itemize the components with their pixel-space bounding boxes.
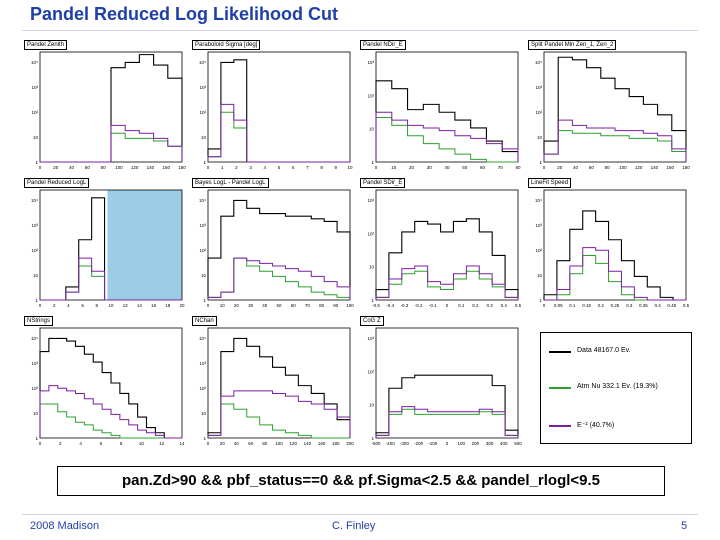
panel-title: Split Pandel Min Zen_1, Zen_2 xyxy=(528,40,616,50)
x-tick-label: 80 xyxy=(319,303,325,308)
y-tick-label: 10³ xyxy=(535,223,542,228)
x-tick-label: 0 xyxy=(206,303,210,308)
x-tick-label: 40 xyxy=(573,165,579,170)
x-tick-label: -400 xyxy=(385,441,395,446)
x-tick-label: 18 xyxy=(165,303,171,308)
footer-divider xyxy=(22,514,698,515)
histogram-plot xyxy=(358,178,523,313)
legend-label-data: Data 48167.0 Ev. xyxy=(577,347,631,354)
y-tick-label: 10³ xyxy=(199,223,206,228)
plot-frame xyxy=(544,190,686,300)
x-tick-label: 60 xyxy=(290,303,296,308)
x-tick-label: 50 xyxy=(462,165,468,170)
y-tick-label: 10² xyxy=(199,386,206,391)
y-tick-label: 10⁴ xyxy=(199,336,206,341)
series-atm-nu-line xyxy=(376,409,518,438)
plot-frame xyxy=(376,190,518,300)
y-tick-label: 1 xyxy=(539,160,542,165)
title-divider xyxy=(22,30,698,31)
x-tick-label: -200 xyxy=(414,441,424,446)
plot-frame xyxy=(376,52,518,162)
x-tick-label: -500 xyxy=(371,441,381,446)
y-tick-label: 1 xyxy=(35,436,38,441)
x-tick-label: 2 xyxy=(235,165,238,170)
x-tick-label: 90 xyxy=(333,303,339,308)
x-tick-label: 4 xyxy=(79,441,82,446)
x-tick-label: 14 xyxy=(179,441,185,446)
y-tick-label: 10 xyxy=(368,126,374,132)
x-tick-label: 20 xyxy=(557,165,563,170)
x-tick-label: 60 xyxy=(248,441,254,446)
x-tick-label: 0 xyxy=(542,165,546,170)
x-tick-label: 6 xyxy=(81,303,84,308)
y-tick-label: 10⁴ xyxy=(31,336,38,341)
x-tick-label: 0.1 xyxy=(458,303,465,308)
x-tick-label: 1 xyxy=(220,165,224,170)
panel-title: LineFit Speed xyxy=(528,178,571,188)
chart-legend xyxy=(540,332,692,444)
x-tick-label: 10 xyxy=(347,165,353,170)
x-tick-label: 10 xyxy=(219,303,225,308)
x-tick-label: 0 xyxy=(38,441,42,446)
histogram-panel xyxy=(22,316,187,451)
x-tick-label: 180 xyxy=(682,165,690,170)
x-tick-label: 0.35 xyxy=(639,303,648,308)
x-tick-label: 30 xyxy=(426,165,432,170)
x-tick-label: 80 xyxy=(515,165,521,170)
y-tick-label: 10² xyxy=(31,248,38,253)
series-atm-nu-line xyxy=(544,131,686,162)
y-tick-label: 10² xyxy=(535,110,542,115)
x-tick-label: 160 xyxy=(666,165,674,170)
x-tick-label: 160 xyxy=(162,165,170,170)
y-tick-label: 1 xyxy=(35,160,38,165)
x-tick-label: 3 xyxy=(249,165,252,170)
x-tick-label: 0 xyxy=(206,165,210,170)
x-tick-label: 40 xyxy=(69,165,75,170)
cut-region xyxy=(107,190,182,300)
x-tick-label: 120 xyxy=(634,165,643,170)
y-tick-label: 10² xyxy=(31,386,38,391)
y-tick-label: 1 xyxy=(203,298,206,303)
y-tick-label: 10 xyxy=(32,135,38,140)
x-tick-label: 0 xyxy=(445,303,449,308)
panel-title: NChan xyxy=(192,316,217,326)
histogram-plot xyxy=(190,316,355,451)
x-tick-label: 8 xyxy=(320,165,323,170)
histogram-plot xyxy=(22,316,187,451)
y-tick-label: 1 xyxy=(371,298,374,303)
x-tick-label: 30 xyxy=(248,303,254,308)
series-data-line xyxy=(376,81,518,162)
y-tick-label: 1 xyxy=(539,298,542,303)
x-tick-label: 500 xyxy=(514,441,522,446)
histogram-panel xyxy=(358,316,523,451)
footer-event: 2008 Madison xyxy=(30,520,100,532)
x-tick-label: 0.5 xyxy=(682,303,690,308)
y-tick-label: 1 xyxy=(371,160,374,165)
histogram-plot xyxy=(358,316,523,451)
series-e2-line xyxy=(40,125,182,162)
y-tick-label: 10⁴ xyxy=(535,198,542,203)
y-tick-label: 10² xyxy=(535,248,542,253)
x-tick-label: 100 xyxy=(346,303,354,308)
y-tick-label: 10 xyxy=(536,273,542,278)
x-tick-label: 200 xyxy=(471,441,480,446)
histogram-plot xyxy=(22,40,187,175)
histogram-plot xyxy=(358,40,523,175)
y-tick-label: 10³ xyxy=(367,336,374,341)
x-tick-label: -0.3 xyxy=(400,303,409,308)
x-tick-label: 5 xyxy=(277,165,281,170)
series-data-line xyxy=(544,57,686,162)
x-tick-label: 400 xyxy=(500,441,508,446)
plot-frame xyxy=(376,328,518,438)
series-data-line xyxy=(544,211,686,300)
series-data-line xyxy=(208,338,350,438)
x-tick-label: 160 xyxy=(317,441,326,446)
plot-frame xyxy=(208,52,350,162)
histogram-panel xyxy=(358,178,523,313)
y-tick-label: 1 xyxy=(35,298,38,303)
x-tick-label: 100 xyxy=(275,441,283,446)
footer-author: C. Finley xyxy=(332,520,376,532)
x-tick-label: 10 xyxy=(108,303,114,308)
y-tick-label: 1 xyxy=(371,436,374,441)
panel-title: Pandel SDir_E xyxy=(360,178,405,188)
x-tick-label: -0.2 xyxy=(414,303,423,308)
x-tick-label: 0 xyxy=(38,165,42,170)
x-tick-label: 80 xyxy=(100,165,106,170)
y-tick-label: 10⁴ xyxy=(199,60,206,65)
panel-title: NStrings xyxy=(24,316,53,326)
histogram-plot xyxy=(526,178,691,313)
x-tick-label: 0.15 xyxy=(582,303,591,308)
legend-line-atm-nu xyxy=(549,387,571,389)
x-tick-label: 6 xyxy=(291,165,295,170)
panel-title: Pandel Zenith xyxy=(24,40,67,50)
series-data-line xyxy=(376,219,518,300)
x-tick-label: 180 xyxy=(332,441,340,446)
x-tick-label: -0.1 xyxy=(428,303,437,308)
legend-line-data xyxy=(549,351,571,353)
x-tick-label: 120 xyxy=(130,165,139,170)
series-e2-line xyxy=(376,407,518,438)
y-tick-label: 10³ xyxy=(199,85,206,90)
series-e2-line xyxy=(208,258,350,300)
x-tick-label: 12 xyxy=(159,441,165,446)
y-tick-label: 10² xyxy=(367,231,374,237)
panel-title: Pandel NDir_E xyxy=(360,40,406,50)
histogram-plot xyxy=(22,178,187,313)
x-tick-label: 14 xyxy=(136,303,142,308)
series-data-line xyxy=(208,60,350,162)
panel-title: Paraboloid Sigma [deg] xyxy=(192,40,260,50)
series-data-line xyxy=(208,200,350,300)
x-tick-label: 20 xyxy=(179,303,185,308)
x-tick-label: 100 xyxy=(115,165,123,170)
x-tick-label: 0.5 xyxy=(514,303,522,308)
x-tick-label: 140 xyxy=(650,165,659,170)
x-tick-label: 50 xyxy=(276,303,282,308)
x-tick-label: -100 xyxy=(428,441,438,446)
x-tick-label: -0.5 xyxy=(372,303,380,308)
x-tick-label: 4 xyxy=(67,303,70,308)
histogram-panel xyxy=(358,40,523,175)
panel-title: CoG Z xyxy=(360,316,384,326)
x-tick-label: 10 xyxy=(138,441,144,446)
histogram-panel xyxy=(190,40,355,175)
x-tick-label: 80 xyxy=(262,441,268,446)
x-tick-label: 20 xyxy=(408,165,415,170)
y-tick-label: 10³ xyxy=(535,85,542,90)
y-tick-label: 10⁴ xyxy=(31,60,38,65)
x-tick-label: 0 xyxy=(445,441,449,446)
x-tick-label: 20 xyxy=(53,165,59,170)
x-tick-label: 0.4 xyxy=(654,303,661,308)
series-e2-line xyxy=(208,391,350,438)
x-tick-label: 300 xyxy=(485,441,494,446)
y-tick-label: 10⁴ xyxy=(535,60,542,65)
x-tick-label: 60 xyxy=(479,165,486,170)
x-tick-label: 140 xyxy=(303,441,312,446)
legend-line-e2 xyxy=(549,425,571,427)
x-tick-label: 60 xyxy=(84,165,90,170)
y-tick-label: 10 xyxy=(32,273,38,278)
x-tick-label: 0.3 xyxy=(486,303,493,308)
series-e2-line xyxy=(208,104,350,162)
x-tick-label: 0 xyxy=(374,165,378,170)
x-tick-label: -0.4 xyxy=(386,303,395,308)
x-tick-label: 7 xyxy=(306,165,309,170)
x-tick-label: 10 xyxy=(391,165,397,170)
x-tick-label: 9 xyxy=(334,165,338,170)
x-tick-label: 70 xyxy=(304,303,310,308)
series-atm-nu-line xyxy=(208,112,350,162)
x-tick-label: 80 xyxy=(604,165,610,170)
histogram-plot xyxy=(190,40,355,175)
x-tick-label: 0.45 xyxy=(667,303,677,308)
histogram-plot xyxy=(526,40,691,175)
y-tick-label: 10² xyxy=(199,110,206,115)
x-tick-label: 180 xyxy=(178,165,186,170)
histogram-panel xyxy=(526,40,691,175)
x-tick-label: 0 xyxy=(206,441,210,446)
y-tick-label: 10⁴ xyxy=(199,198,206,203)
x-tick-label: 100 xyxy=(457,441,465,446)
x-tick-label: 4 xyxy=(263,165,267,170)
y-tick-label: 10 xyxy=(200,135,206,140)
legend-label-atm-nu: Atm Nu 332.1 Ev. (19.3%) xyxy=(577,383,658,390)
y-tick-label: 10 xyxy=(200,411,206,416)
x-tick-label: 0.2 xyxy=(472,303,479,308)
histogram-panel xyxy=(190,178,355,313)
x-tick-label: 0.4 xyxy=(500,303,507,308)
x-tick-label: 0.1 xyxy=(569,303,576,308)
series-atm-nu-line xyxy=(376,271,518,300)
panel-title: Pandel Reduced LogL xyxy=(24,178,89,188)
x-tick-label: 100 xyxy=(619,165,627,170)
y-tick-label: 10 xyxy=(536,135,542,140)
plot-frame xyxy=(208,328,350,438)
x-tick-label: 8 xyxy=(119,441,123,446)
y-tick-label: 10⁴ xyxy=(31,198,38,203)
histogram-plot xyxy=(190,178,355,313)
y-tick-label: 10³ xyxy=(31,223,38,228)
plot-frame xyxy=(544,52,686,162)
y-tick-label: 10³ xyxy=(199,361,206,366)
x-tick-label: 40 xyxy=(262,303,268,308)
histogram-panel xyxy=(22,40,187,175)
histogram-panel xyxy=(190,316,355,451)
y-tick-label: 10³ xyxy=(31,361,38,366)
y-tick-label: 10³ xyxy=(31,85,38,90)
y-tick-label: 10² xyxy=(199,248,206,253)
legend-label-e2: E⁻² (40.7%) xyxy=(577,422,615,429)
x-tick-label: 200 xyxy=(346,441,354,446)
series-data-line xyxy=(376,375,518,438)
x-tick-label: 140 xyxy=(146,165,155,170)
x-tick-label: 40 xyxy=(444,165,450,170)
histogram-panel xyxy=(22,178,187,313)
cut-expression-box: pan.Zd>90 && pbf_status==0 && pf.Sigma<2.5 && pandel_rlogl<9.5 xyxy=(57,466,665,496)
y-tick-label: 1 xyxy=(203,436,206,441)
series-e2-line xyxy=(376,112,518,162)
x-tick-label: 0.05 xyxy=(553,303,563,308)
histogram-panel xyxy=(526,178,691,313)
x-tick-label: 0.25 xyxy=(610,303,620,308)
x-tick-label: 0.2 xyxy=(597,303,604,308)
x-tick-label: 2 xyxy=(52,303,56,308)
y-tick-label: 10 xyxy=(368,402,374,408)
y-tick-label: 10³ xyxy=(367,60,374,65)
y-tick-label: 10 xyxy=(32,411,38,416)
x-tick-label: 6 xyxy=(99,441,103,446)
x-tick-label: 0 xyxy=(38,303,42,308)
series-atm-nu-line xyxy=(208,258,350,300)
panel-title: Bayes LogL - Pandel LogL xyxy=(192,178,269,188)
series-atm-nu-line xyxy=(544,255,686,300)
x-tick-label: 0 xyxy=(542,303,546,308)
x-tick-label: 20 xyxy=(219,441,225,446)
y-tick-label: 10² xyxy=(31,110,38,115)
x-tick-label: 12 xyxy=(122,303,128,308)
x-tick-label: -300 xyxy=(399,441,409,446)
y-tick-label: 1 xyxy=(203,160,206,165)
slide-title: Pandel Reduced Log Likelihood Cut xyxy=(30,4,339,24)
x-tick-label: 16 xyxy=(151,303,157,308)
x-tick-label: 70 xyxy=(497,165,503,170)
x-tick-label: 8 xyxy=(95,303,99,308)
x-tick-label: 2 xyxy=(59,441,62,446)
y-tick-label: 10 xyxy=(368,264,374,270)
x-tick-label: 120 xyxy=(289,441,297,446)
x-tick-label: 40 xyxy=(233,441,239,446)
x-tick-label: 0.3 xyxy=(626,303,633,308)
footer-page-number: 5 xyxy=(681,520,688,532)
plot-frame xyxy=(208,190,350,300)
series-atm-nu-line xyxy=(376,117,518,162)
series-e2-line xyxy=(376,266,518,300)
y-tick-label: 10³ xyxy=(367,198,374,203)
y-tick-label: 10² xyxy=(367,93,374,99)
series-e2-line xyxy=(544,248,686,300)
x-tick-label: 60 xyxy=(588,165,594,170)
y-tick-label: 10² xyxy=(367,369,374,375)
x-tick-label: 20 xyxy=(233,303,239,308)
y-tick-label: 10 xyxy=(200,273,206,278)
